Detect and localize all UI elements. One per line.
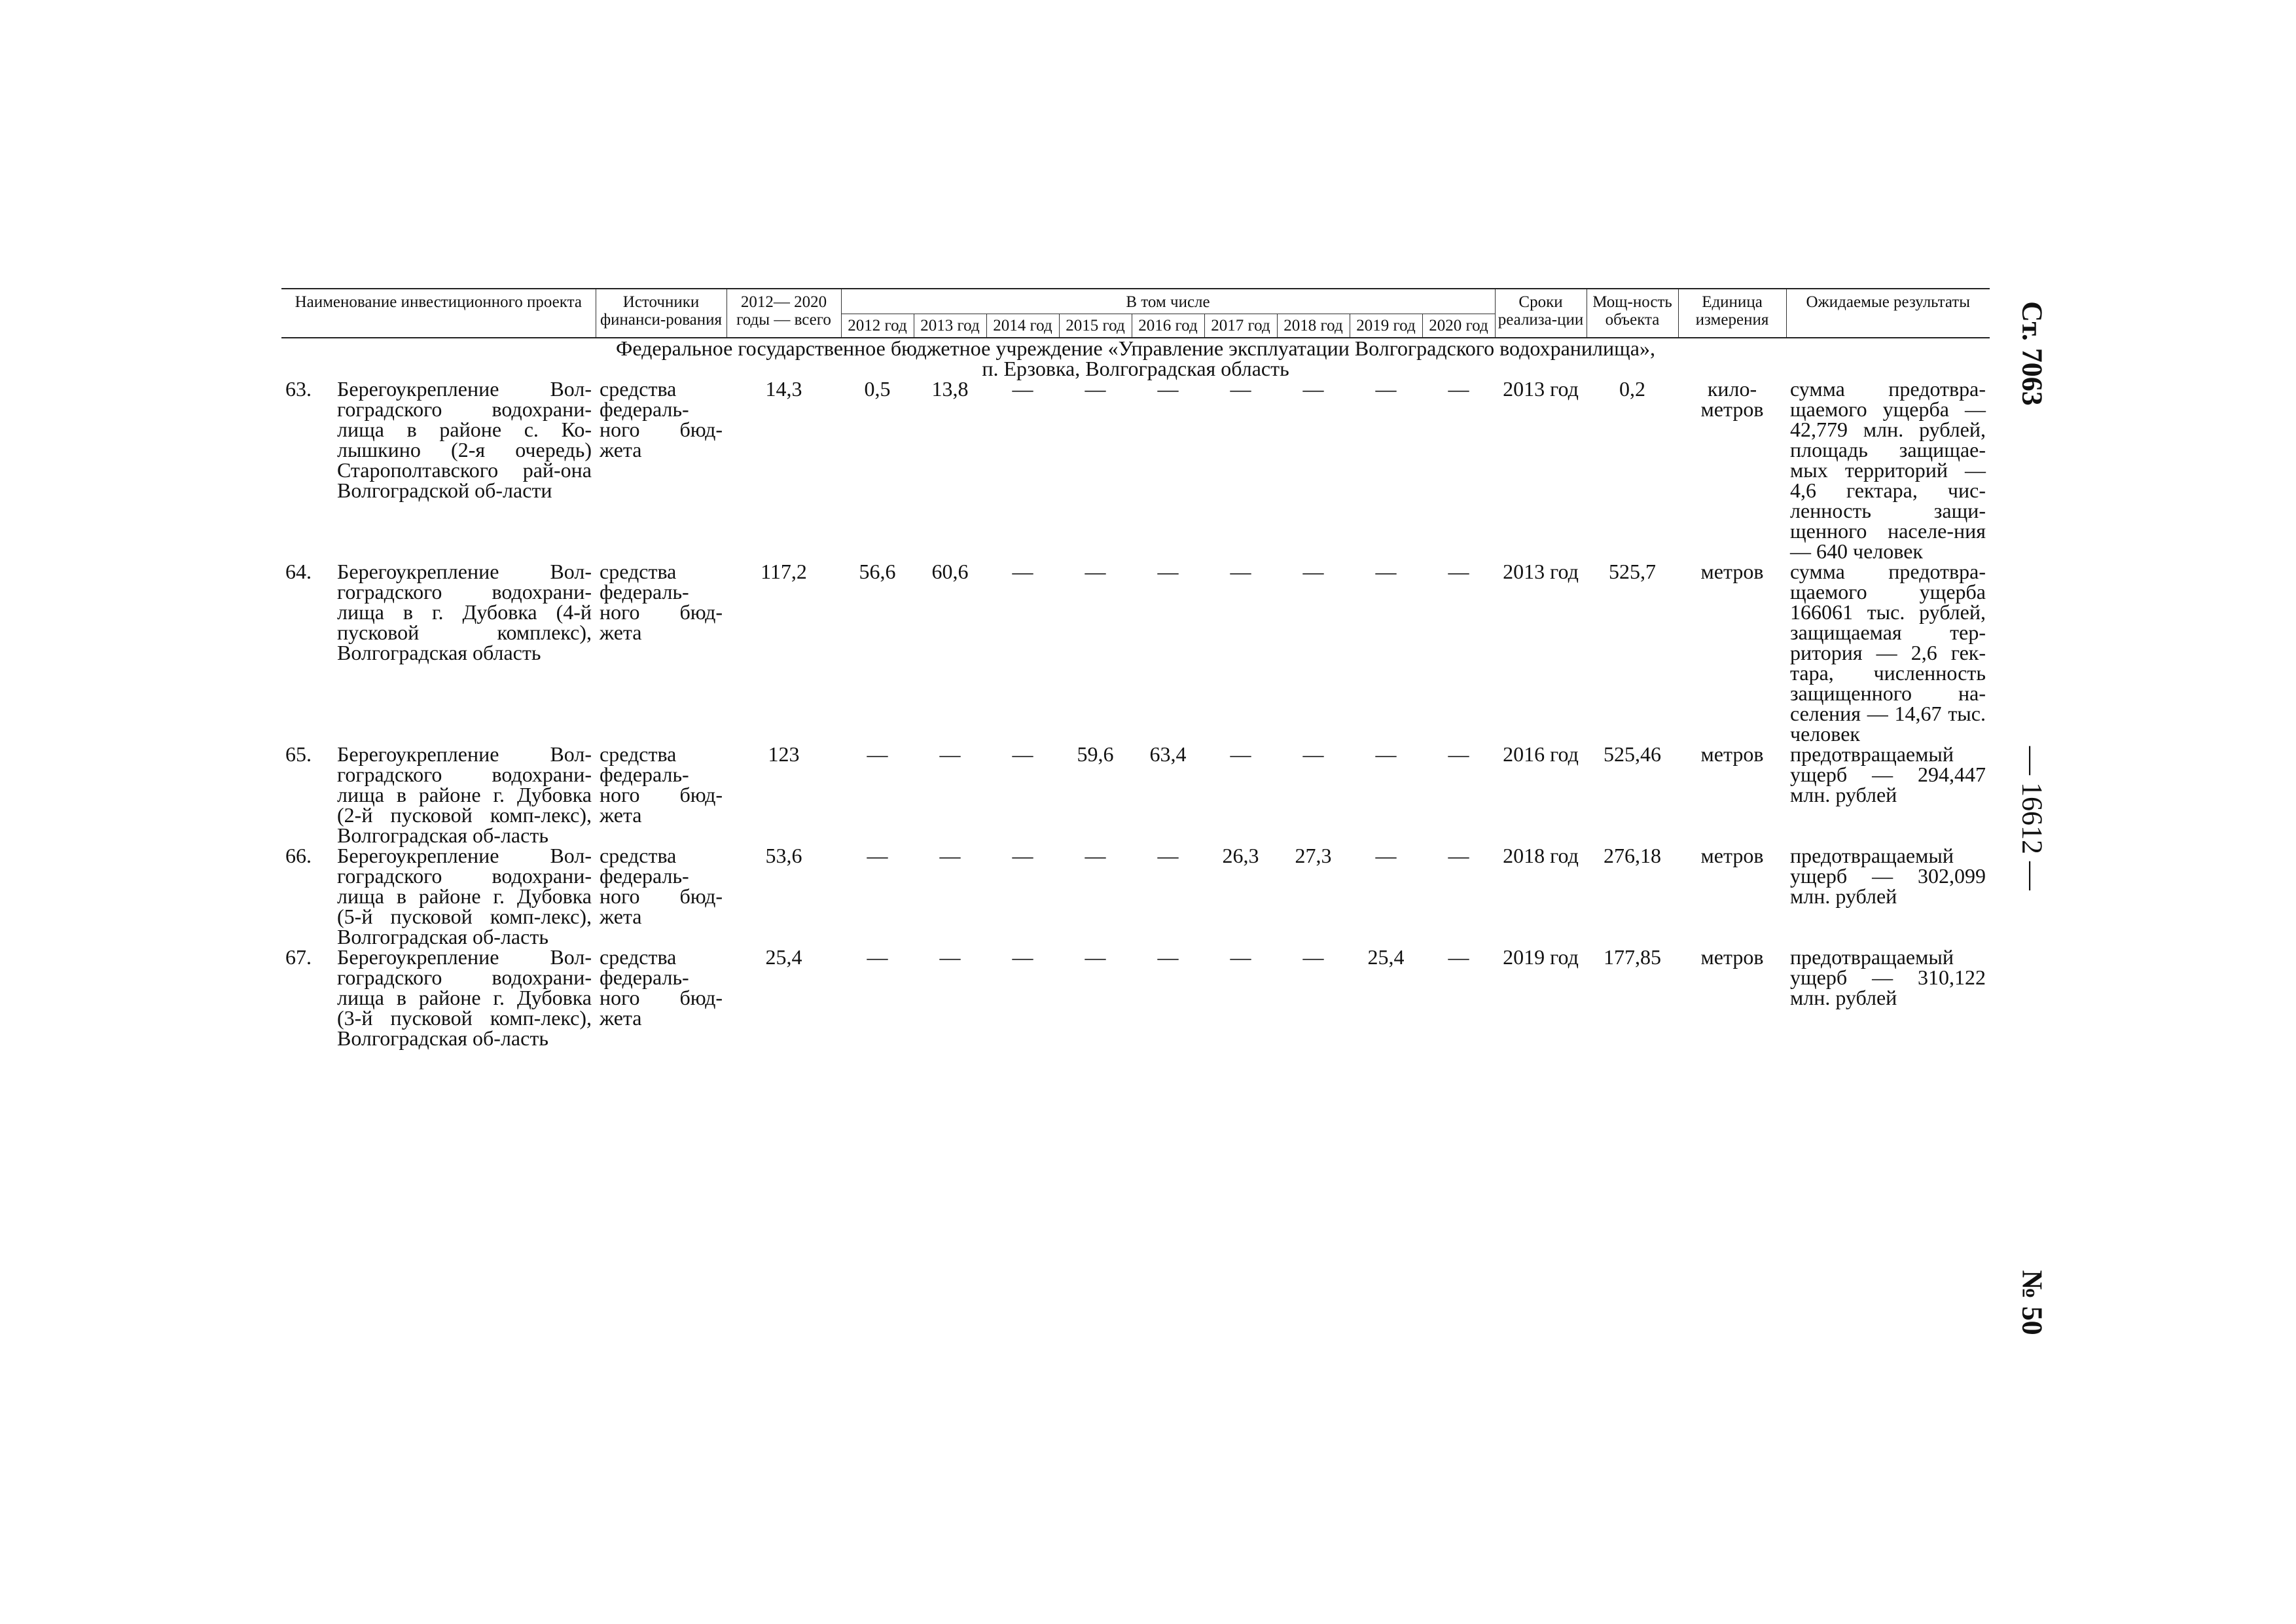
expected-results: сумма предотвра-щаемого ущерба — 42,779 млн. рублей, площадь защищае-мых территорий — 4,6 гектара, чис-ленность защи-щенного населе-ния — 640 человек	[1790, 377, 1986, 563]
header-unit: Единица измерения	[1678, 289, 1786, 338]
year-value: —	[1157, 560, 1179, 583]
total-amount: 14,3	[765, 377, 802, 401]
project-name-cell	[281, 379, 596, 562]
header-year: 2014 год	[986, 314, 1059, 338]
year-value: —	[1012, 945, 1033, 969]
row-number: 67.	[285, 945, 312, 969]
year-value: —	[1085, 560, 1106, 583]
issue-number	[2003, 1257, 2062, 1348]
measurement-unit: кило-метров	[1700, 377, 1764, 421]
funding-source: средства федераль-ного бюд-жета	[600, 844, 723, 928]
year-value: —	[1230, 742, 1251, 766]
funding-source: средства федераль-ного бюд-жета	[600, 742, 723, 827]
table-header	[281, 289, 1990, 338]
header-year: 2013 год	[914, 314, 986, 338]
year-value: —	[1302, 945, 1324, 969]
implementation-term: 2018 год	[1503, 844, 1579, 867]
header-name: Наименование инвестиционного проекта	[281, 289, 596, 338]
object-capacity: 276,18	[1604, 844, 1661, 867]
year-value: 27,3	[1295, 844, 1332, 867]
year-value: —	[939, 945, 961, 969]
table-row	[281, 846, 1990, 947]
year-value: —	[1230, 377, 1251, 401]
measurement-unit: метров	[1700, 742, 1764, 766]
year-value: —	[1448, 844, 1469, 867]
implementation-term: 2019 год	[1503, 945, 1579, 969]
section-title-line1: Федеральное государственное бюджетное учреждение «Управление эксплуатации Волгоградского водохранилища»,	[616, 336, 1655, 360]
year-value: —	[1448, 945, 1469, 969]
project-name-cell	[281, 846, 596, 947]
object-capacity: 525,7	[1609, 560, 1656, 583]
expected-results: предотвращаемый ущерб — 310,122 млн. рублей	[1790, 945, 1986, 1009]
section-heading-row	[281, 338, 1990, 379]
total-amount: 53,6	[765, 844, 802, 867]
year-value: —	[1448, 377, 1469, 401]
year-value: —	[1448, 742, 1469, 766]
year-value: —	[1157, 844, 1179, 867]
investment-projects-table	[281, 288, 1990, 1049]
year-value: 13,8	[931, 377, 969, 401]
row-number: 65.	[285, 742, 312, 766]
funding-source: средства федераль-ного бюд-жета	[600, 945, 723, 1030]
year-value: —	[1157, 377, 1179, 401]
total-amount: 123	[768, 742, 800, 766]
header-year: 2016 год	[1132, 314, 1204, 338]
project-name: Берегоукрепление Вол-гоградского водохрани-лища в районе г. Дубовка (5-й пусковой комп-лекс), Волгоградская об-ласть	[337, 844, 592, 948]
year-value: —	[867, 945, 888, 969]
object-capacity: 0,2	[1619, 377, 1645, 401]
row-number: 66.	[285, 844, 312, 867]
header-year: 2018 год	[1277, 314, 1350, 338]
issue-number-label: № 50	[2016, 1270, 2049, 1335]
article-label: Ст. 7063	[2016, 301, 2049, 406]
year-value: —	[1375, 742, 1397, 766]
funding-source: средства федераль-ного бюд-жета	[600, 377, 723, 461]
page-number	[2003, 740, 2062, 897]
year-value: —	[1012, 844, 1033, 867]
header-terms: Сроки реализа-ции	[1495, 289, 1587, 338]
year-value: —	[1375, 560, 1397, 583]
year-value: —	[1302, 742, 1324, 766]
funding-source: средства федераль-ного бюд-жета	[600, 560, 723, 644]
project-name-cell	[281, 562, 596, 744]
table-row	[281, 379, 1990, 562]
section-heading	[281, 338, 1990, 379]
page-number-label: — 16612 —	[2016, 746, 2049, 890]
year-value: —	[1012, 560, 1033, 583]
year-value: —	[1085, 945, 1106, 969]
year-value: —	[1012, 742, 1033, 766]
table-row	[281, 947, 1990, 1049]
year-value: —	[939, 844, 961, 867]
year-value: —	[1085, 377, 1106, 401]
header-year: 2012 год	[841, 314, 914, 338]
total-amount: 25,4	[765, 945, 802, 969]
project-name: Берегоукрепление Вол-гоградского водохрани-лища в г. Дубовка (4-й пусковой комплекс), Волгоградская область	[337, 560, 592, 664]
year-value: 56,6	[859, 560, 896, 583]
year-value: —	[867, 742, 888, 766]
implementation-term: 2013 год	[1503, 377, 1579, 401]
total-amount: 117,2	[761, 560, 807, 583]
year-value: 0,5	[864, 377, 891, 401]
year-value: —	[1302, 560, 1324, 583]
header-year: 2015 год	[1059, 314, 1132, 338]
project-name: Берегоукрепление Вол-гоградского водохрани-лища в районе г. Дубовка (3-й пусковой комп-лекс), Волгоградская об-ласть	[337, 945, 592, 1050]
year-value: —	[1375, 377, 1397, 401]
implementation-term: 2013 год	[1503, 560, 1579, 583]
year-value: —	[1448, 560, 1469, 583]
year-value: 25,4	[1367, 945, 1405, 969]
expected-results: предотвращаемый ущерб — 294,447 млн. рублей	[1790, 742, 1986, 806]
table-row	[281, 744, 1990, 846]
year-value: —	[1085, 844, 1106, 867]
year-value: —	[1012, 377, 1033, 401]
year-value: —	[1230, 560, 1251, 583]
header-year: 2017 год	[1204, 314, 1277, 338]
measurement-unit: метров	[1700, 560, 1764, 583]
page-article-number	[2003, 295, 2062, 412]
expected-results: сумма предотвра-щаемого ущерба 166061 тыс. рублей, защищаемая тер-ритория — 2,6 гек-тара, численность защищенного на-селения — 14,67 тыс. человек	[1790, 560, 1986, 746]
row-number: 64.	[285, 560, 312, 583]
measurement-unit: метров	[1700, 844, 1764, 867]
object-capacity: 177,85	[1604, 945, 1661, 969]
header-year: 2020 год	[1422, 314, 1495, 338]
row-number: 63.	[285, 377, 312, 401]
section-title-line2: п. Ерзовка, Волгоградская область	[982, 357, 1289, 380]
implementation-term: 2016 год	[1503, 742, 1579, 766]
header-total: 2012— 2020 годы — всего	[726, 289, 841, 338]
header-source: Источники финанси-рования	[596, 289, 726, 338]
table-row	[281, 562, 1990, 744]
measurement-unit: метров	[1700, 945, 1764, 969]
year-value: 63,4	[1149, 742, 1187, 766]
year-value: —	[1157, 945, 1179, 969]
project-name-cell	[281, 744, 596, 846]
year-value: —	[1302, 377, 1324, 401]
object-capacity: 525,46	[1604, 742, 1661, 766]
year-value: —	[1230, 945, 1251, 969]
table-body	[281, 338, 1990, 1049]
year-value: —	[867, 844, 888, 867]
year-value: 60,6	[931, 560, 969, 583]
year-value: —	[1375, 844, 1397, 867]
year-value: —	[939, 742, 961, 766]
project-name-cell	[281, 947, 596, 1049]
header-capacity: Мощ-ность объекта	[1587, 289, 1678, 338]
project-name: Берегоукрепление Вол-гоградского водохрани-лища в районе с. Ко-лышкино (2-я очередь) Старополтавского рай-она Волгоградской об-ласти	[337, 377, 592, 502]
project-name: Берегоукрепление Вол-гоградского водохрани-лища в районе г. Дубовка (2-й пусковой комп-лекс), Волгоградская об-ласть	[337, 742, 592, 847]
header-results: Ожидаемые результаты	[1786, 289, 1990, 338]
header-including: В том числе	[841, 289, 1495, 314]
year-value: 26,3	[1222, 844, 1259, 867]
year-value: 59,6	[1077, 742, 1114, 766]
header-year: 2019 год	[1350, 314, 1422, 338]
expected-results: предотвращаемый ущерб — 302,099 млн. рублей	[1790, 844, 1986, 908]
